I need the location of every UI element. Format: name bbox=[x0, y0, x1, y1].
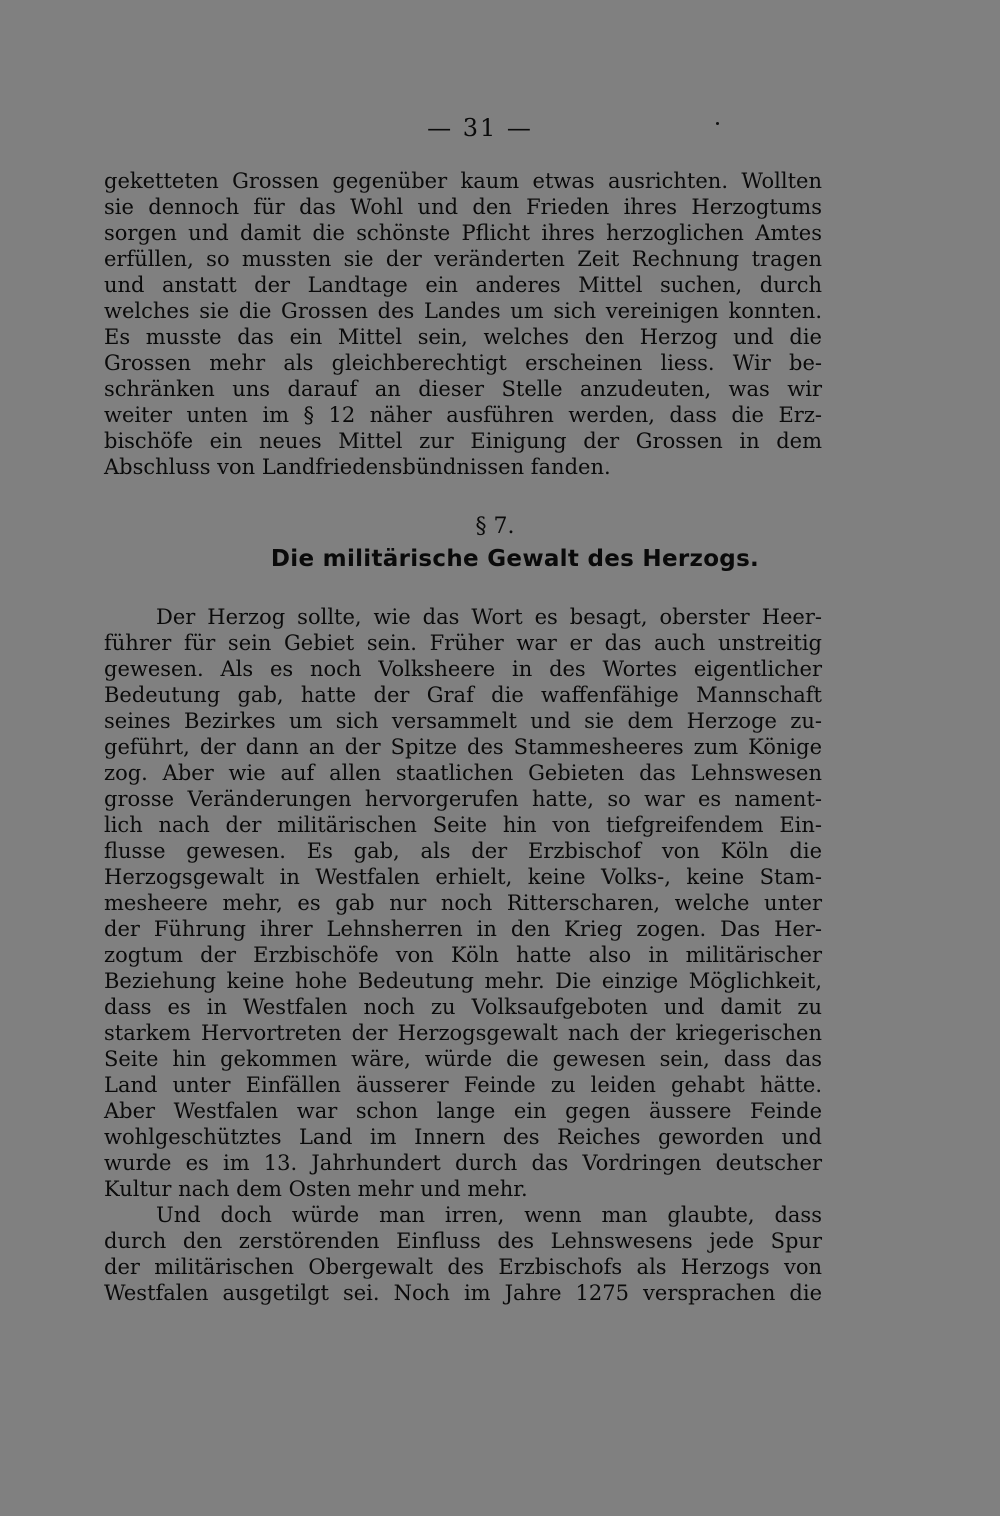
text-line: Der Herzog sollte, wie das Wort es besagt, oberster Heer- bbox=[156, 605, 822, 629]
text-line: der Führung ihrer Lehnsherren in den Krieg zogen. Das Her- bbox=[104, 917, 822, 941]
text-line: welches sie die Grossen des Landes um sich vereinigen konnten. bbox=[104, 299, 822, 323]
text-line: wohlgeschütztes Land im Innern des Reiches geworden und bbox=[104, 1125, 822, 1149]
paragraph-1 bbox=[104, 168, 822, 480]
text-line: schränken uns darauf an dieser Stelle anzudeuten, was wir bbox=[104, 377, 822, 401]
text-line: dass es in Westfalen noch zu Volksaufgeboten und damit zu bbox=[104, 995, 822, 1019]
text-line: der militärischen Obergewalt des Erzbischofs als Herzogs von bbox=[104, 1255, 822, 1279]
text-line: grosse Veränderungen hervorgerufen hatte, so war es nament- bbox=[104, 787, 822, 811]
text-line: sorgen und damit die schönste Pflicht ihres herzoglichen Amtes bbox=[104, 221, 822, 245]
text-line: erfüllen, so mussten sie der veränderten Zeit Rechnung tragen bbox=[104, 247, 822, 271]
text-line: Aber Westfalen war schon lange ein gegen äussere Feinde bbox=[104, 1099, 822, 1123]
text-line: Beziehung keine hohe Bedeutung mehr. Die einzige Möglichkeit, bbox=[104, 969, 822, 993]
text-line: zog. Aber wie auf allen staatlichen Gebieten das Lehnswesen bbox=[104, 761, 822, 785]
text-line: flusse gewesen. Es gab, als der Erzbischof von Köln die bbox=[104, 839, 822, 863]
page-number: — 31 — bbox=[427, 114, 533, 142]
text-line: Bedeutung gab, hatte der Graf die waffenfähige Mannschaft bbox=[104, 683, 822, 707]
text-line: durch den zerstörenden Einfluss des Lehnswesens jede Spur bbox=[104, 1229, 822, 1253]
text-line: und anstatt der Landtage ein anderes Mittel suchen, durch bbox=[104, 273, 822, 297]
section-heading: Die militärische Gewalt des Herzogs. bbox=[270, 546, 760, 572]
text-line: mesheere mehr, es gab nur noch Ritterscharen, welche unter bbox=[104, 891, 822, 915]
text-line: Abschluss von Landfriedensbündnissen fanden. bbox=[104, 455, 611, 479]
text-line: geketteten Grossen gegenüber kaum etwas ausrichten. Wollten bbox=[104, 169, 822, 193]
text-line: Grossen mehr als gleichberechtigt erscheinen liess. Wir be- bbox=[104, 351, 822, 375]
text-line: Westfalen ausgetilgt sei. Noch im Jahre 1275 versprachen die bbox=[104, 1281, 822, 1305]
text-line: Land unter Einfällen äusserer Feinde zu leiden gehabt hätte. bbox=[104, 1073, 822, 1097]
text-line: geführt, der dann an der Spitze des Stammesheeres zum Könige bbox=[104, 735, 822, 759]
text-line: starkem Hervortreten der Herzogsgewalt nach der kriegerischen bbox=[104, 1021, 822, 1045]
text-line: zogtum der Erzbischöfe von Köln hatte also in militärischer bbox=[104, 943, 822, 967]
section-number: § 7. bbox=[475, 514, 515, 539]
text-line: Herzogsgewalt in Westfalen erhielt, keine Volks-, keine Stam- bbox=[104, 865, 822, 889]
paragraph-2 bbox=[104, 604, 822, 1306]
text-line: Kultur nach dem Osten mehr und mehr. bbox=[104, 1177, 528, 1201]
text-line: wurde es im 13. Jahrhundert durch das Vordringen deutscher bbox=[104, 1151, 822, 1175]
text-line: gewesen. Als es noch Volksheere in des Wortes eigentlicher bbox=[104, 657, 822, 681]
text-line: sie dennoch für das Wohl und den Frieden ihres Herzogtums bbox=[104, 195, 822, 219]
text-line: bischöfe ein neues Mittel zur Einigung der Grossen in dem bbox=[104, 429, 822, 453]
text-line: führer für sein Gebiet sein. Früher war er das auch unstreitig bbox=[104, 631, 822, 655]
text-line: Es musste das ein Mittel sein, welches den Herzog und die bbox=[104, 325, 822, 349]
text-line: seines Bezirkes um sich versammelt und sie dem Herzoge zu- bbox=[104, 709, 822, 733]
text-line: Und doch würde man irren, wenn man glaubte, dass bbox=[156, 1203, 822, 1227]
text-line: weiter unten im § 12 näher ausführen werden, dass die Erz- bbox=[104, 403, 822, 427]
text-line: Seite hin gekommen wäre, würde die gewesen sein, dass das bbox=[104, 1047, 822, 1071]
text-line: lich nach der militärischen Seite hin von tiefgreifendem Ein- bbox=[104, 813, 822, 837]
stray-ink-dot bbox=[716, 122, 719, 125]
